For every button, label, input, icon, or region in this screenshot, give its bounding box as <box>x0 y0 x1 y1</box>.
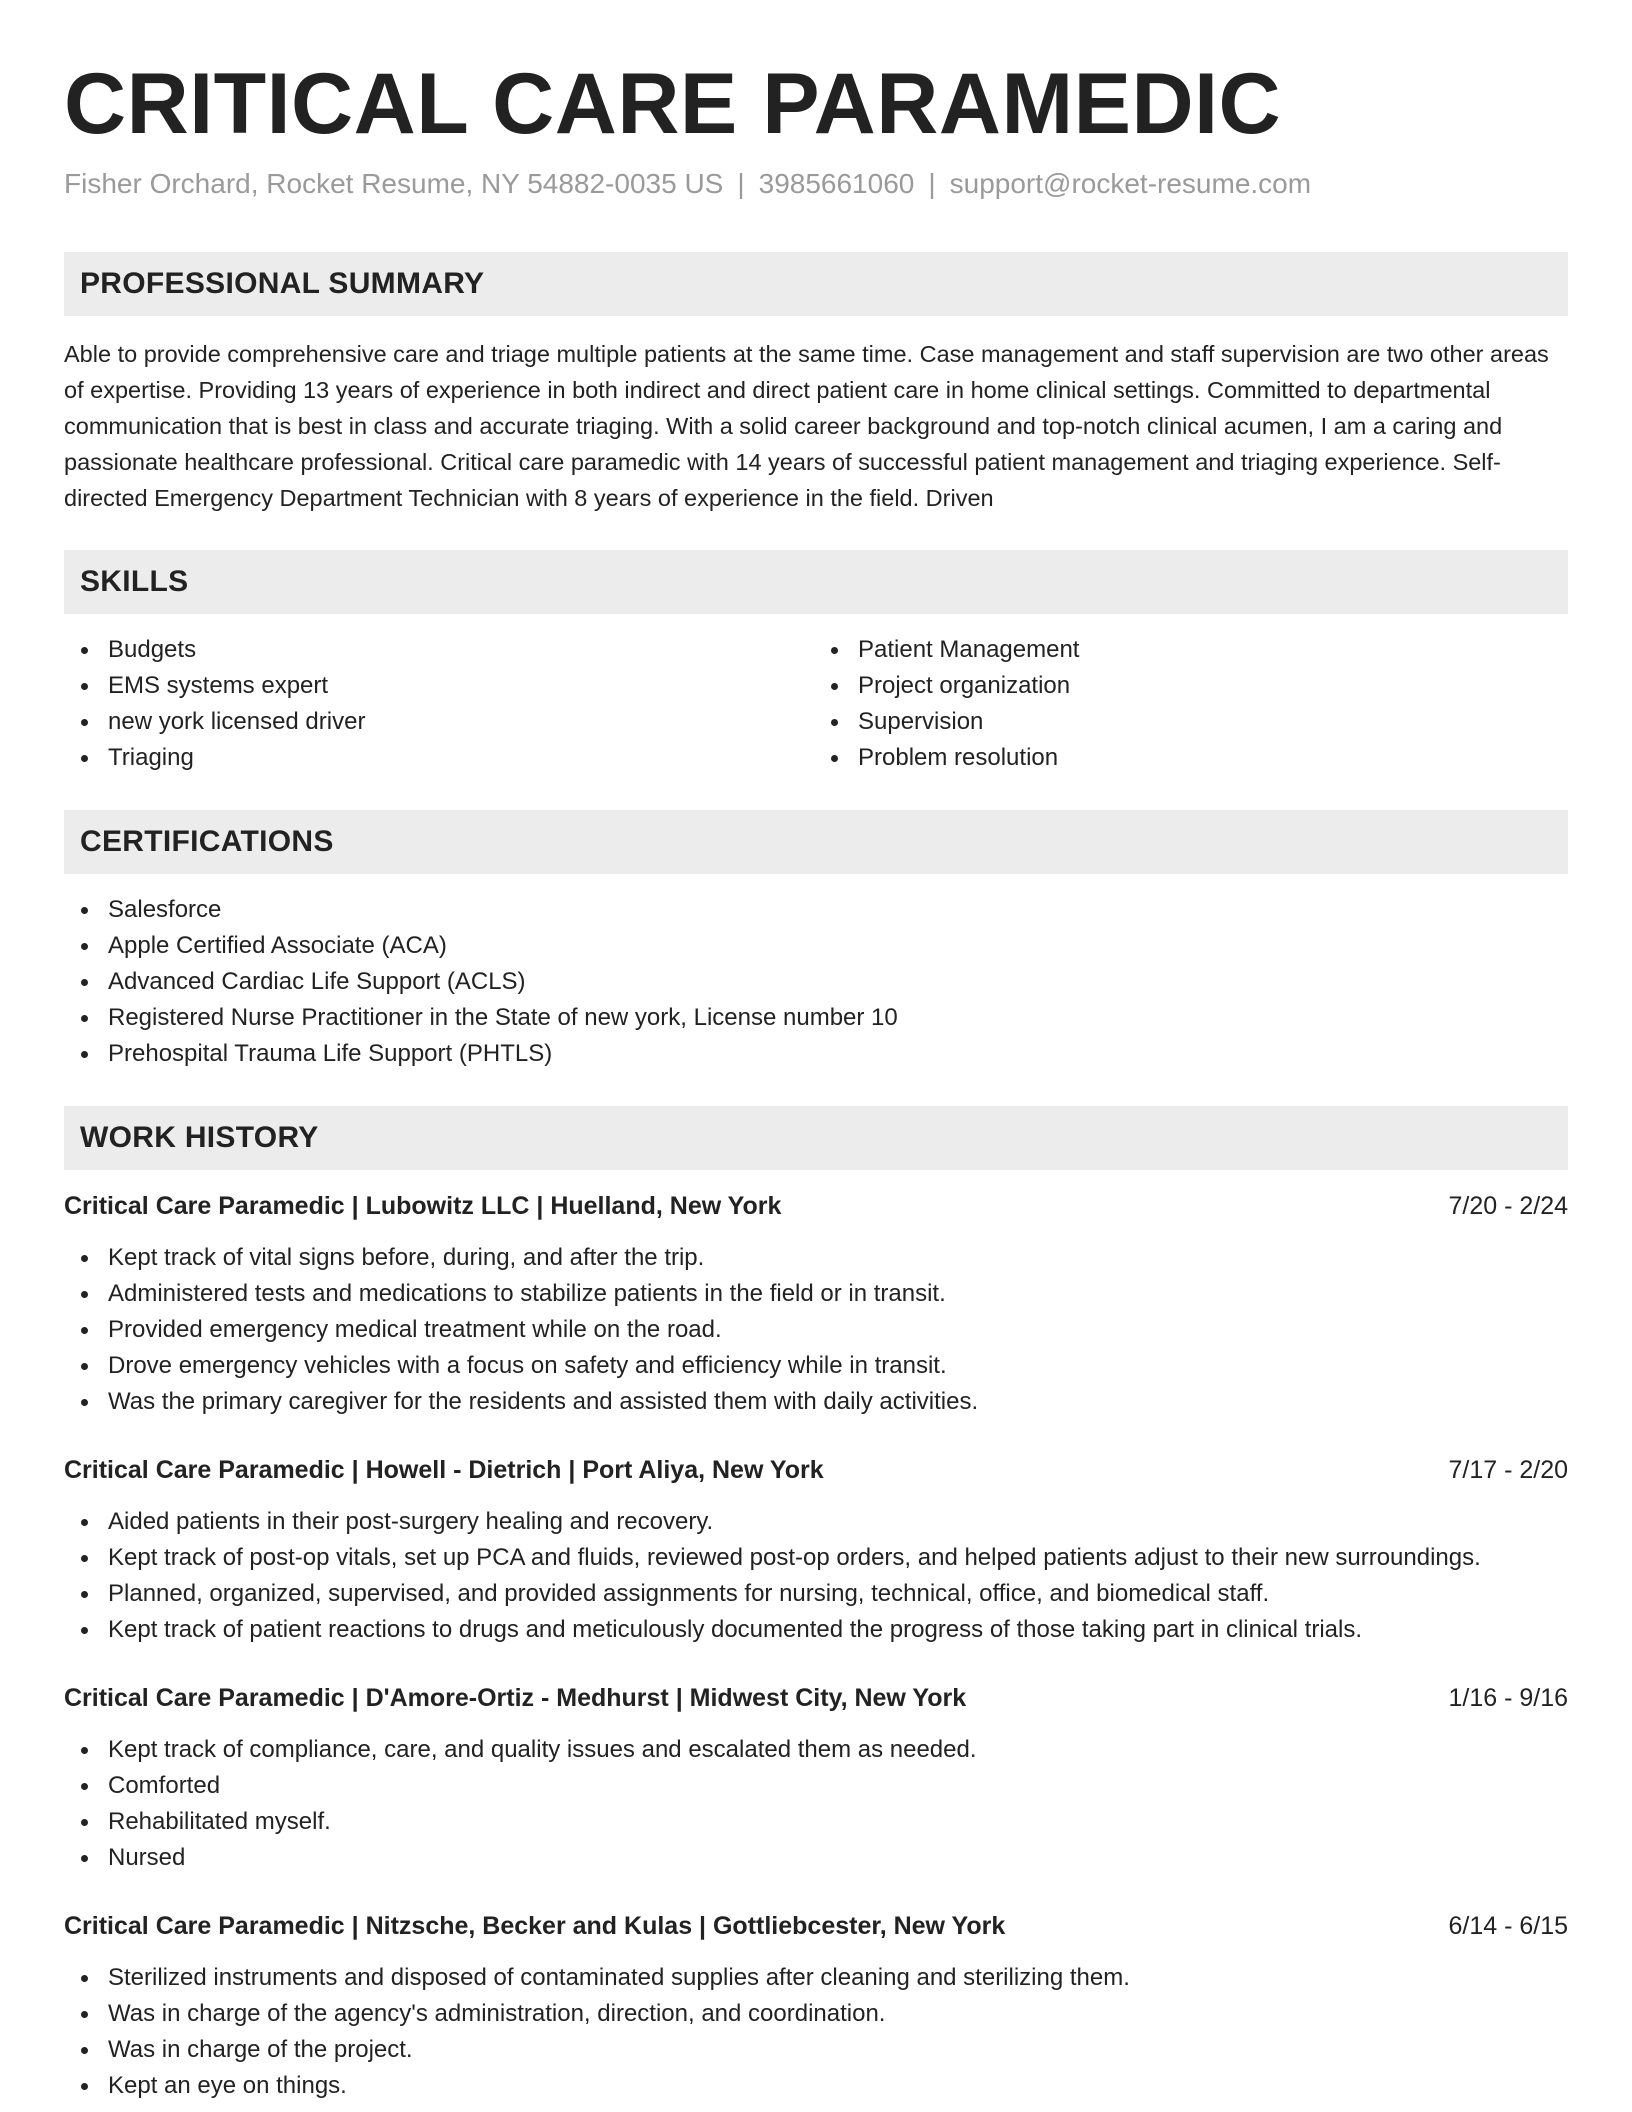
job-dates: 7/17 - 2/20 <box>1448 1456 1568 1484</box>
contact-separator: | <box>928 168 936 199</box>
job-header <box>64 1680 1568 1716</box>
job-dates: 6/14 - 6/15 <box>1448 1912 1568 1940</box>
job-bullet: Kept track of vital signs before, during, and after the trip. <box>64 1240 1568 1276</box>
job-bullet: Kept track of compliance, care, and quality issues and escalated them as needed. <box>64 1732 1568 1768</box>
job-header <box>64 1908 1568 1944</box>
contact-address: Fisher Orchard, Rocket Resume, NY 54882-0035 US <box>64 168 724 199</box>
job-bullet: Was in charge of the project. <box>64 2032 1568 2068</box>
job-bullet: Comforted <box>64 1768 1568 1804</box>
job-bullet: Administered tests and medications to stabilize patients in the field or in transit. <box>64 1276 1568 1312</box>
skill-item: Supervision <box>814 704 1566 740</box>
job-bullet: Aided patients in their post-surgery healing and recovery. <box>64 1504 1568 1540</box>
job-title: Critical Care Paramedic | Lubowitz LLC | Huelland, New York <box>64 1192 782 1220</box>
job-header <box>64 1452 1568 1488</box>
job-bullet: Provided emergency medical treatment while on the road. <box>64 1312 1568 1348</box>
contact-email: support@rocket-resume.com <box>949 168 1312 199</box>
job-entry <box>64 1680 1568 1876</box>
job-bullet: Drove emergency vehicles with a focus on safety and efficiency while in transit. <box>64 1348 1568 1384</box>
job-bullets <box>64 1960 1568 2104</box>
job-bullet: Kept track of post-op vitals, set up PCA and fluids, reviewed post-op orders, and helped patients adjust to their new surroundings. <box>64 1540 1568 1576</box>
certification-item: Registered Nurse Practitioner in the State of new york, License number 10 <box>64 1000 1568 1036</box>
job-bullet: Kept an eye on things. <box>64 2068 1568 2104</box>
summary-heading: PROFESSIONAL SUMMARY <box>64 252 1568 316</box>
skills-right-column <box>814 632 1566 776</box>
certifications-heading: CERTIFICATIONS <box>64 810 1568 874</box>
job-title: Critical Care Paramedic | Howell - Dietrich | Port Aliya, New York <box>64 1456 824 1484</box>
skills-heading: SKILLS <box>64 550 1568 614</box>
job-bullet: Kept track of patient reactions to drugs and meticulously documented the progress of those taking part in clinical trials. <box>64 1612 1568 1648</box>
job-bullet: Sterilized instruments and disposed of contaminated supplies after cleaning and sterilizing them. <box>64 1960 1568 1996</box>
certifications-list <box>64 892 1568 1072</box>
job-entry <box>64 1908 1568 2104</box>
certification-item: Advanced Cardiac Life Support (ACLS) <box>64 964 1568 1000</box>
job-bullet: Planned, organized, supervised, and provided assignments for nursing, technical, office, and biomedical staff. <box>64 1576 1568 1612</box>
job-bullets <box>64 1504 1568 1648</box>
job-entry <box>64 1188 1568 1420</box>
job-bullets <box>64 1240 1568 1420</box>
job-bullet: Nursed <box>64 1840 1568 1876</box>
skill-item: EMS systems expert <box>64 668 816 704</box>
job-bullet: Was the primary caregiver for the residents and assisted them with daily activities. <box>64 1384 1568 1420</box>
resume-name: CRITICAL CARE PARAMEDIC <box>64 56 1282 152</box>
certification-item: Apple Certified Associate (ACA) <box>64 928 1568 964</box>
contact-separator: | <box>737 168 745 199</box>
summary-text: Able to provide comprehensive care and triage multiple patients at the same time. Case management and staff supervision are two other areas of expertise. Providing 13 years of experience in both indirect and direct patient care in home clinical settings. Committed to departmental communication that is best in class and accurate triaging. With a solid career background and top-notch clinical acumen, I am a caring and passionate healthcare professional. Critical care paramedic with 14 years of successful patient management and triaging experience. Self-directed Emergency Department Technician with 8 years of experience in the field. Driven <box>64 341 1549 511</box>
job-bullet: Rehabilitated myself. <box>64 1804 1568 1840</box>
contact-line <box>64 166 1568 202</box>
skill-item: Patient Management <box>814 632 1566 668</box>
skill-item: Project organization <box>814 668 1566 704</box>
job-header <box>64 1188 1568 1224</box>
skills-left-column <box>64 632 816 776</box>
job-title: Critical Care Paramedic | D'Amore-Ortiz - Medhurst | Midwest City, New York <box>64 1684 967 1712</box>
work-history-heading: WORK HISTORY <box>64 1106 1568 1170</box>
skill-item: Triaging <box>64 740 816 776</box>
job-title: Critical Care Paramedic | Nitzsche, Becker and Kulas | Gottliebcester, New York <box>64 1912 1006 1940</box>
skill-item: Problem resolution <box>814 740 1566 776</box>
skill-item: new york licensed driver <box>64 704 816 740</box>
job-bullet: Was in charge of the agency's administration, direction, and coordination. <box>64 1996 1568 2032</box>
job-bullets <box>64 1732 1568 1876</box>
job-entry <box>64 1452 1568 1648</box>
certification-item: Salesforce <box>64 892 1568 928</box>
job-dates: 7/20 - 2/24 <box>1448 1192 1568 1220</box>
certification-item: Prehospital Trauma Life Support (PHTLS) <box>64 1036 1568 1072</box>
skills-list <box>64 632 1568 776</box>
job-dates: 1/16 - 9/16 <box>1448 1684 1568 1712</box>
skill-item: Budgets <box>64 632 816 668</box>
contact-phone: 3985661060 <box>758 168 915 199</box>
